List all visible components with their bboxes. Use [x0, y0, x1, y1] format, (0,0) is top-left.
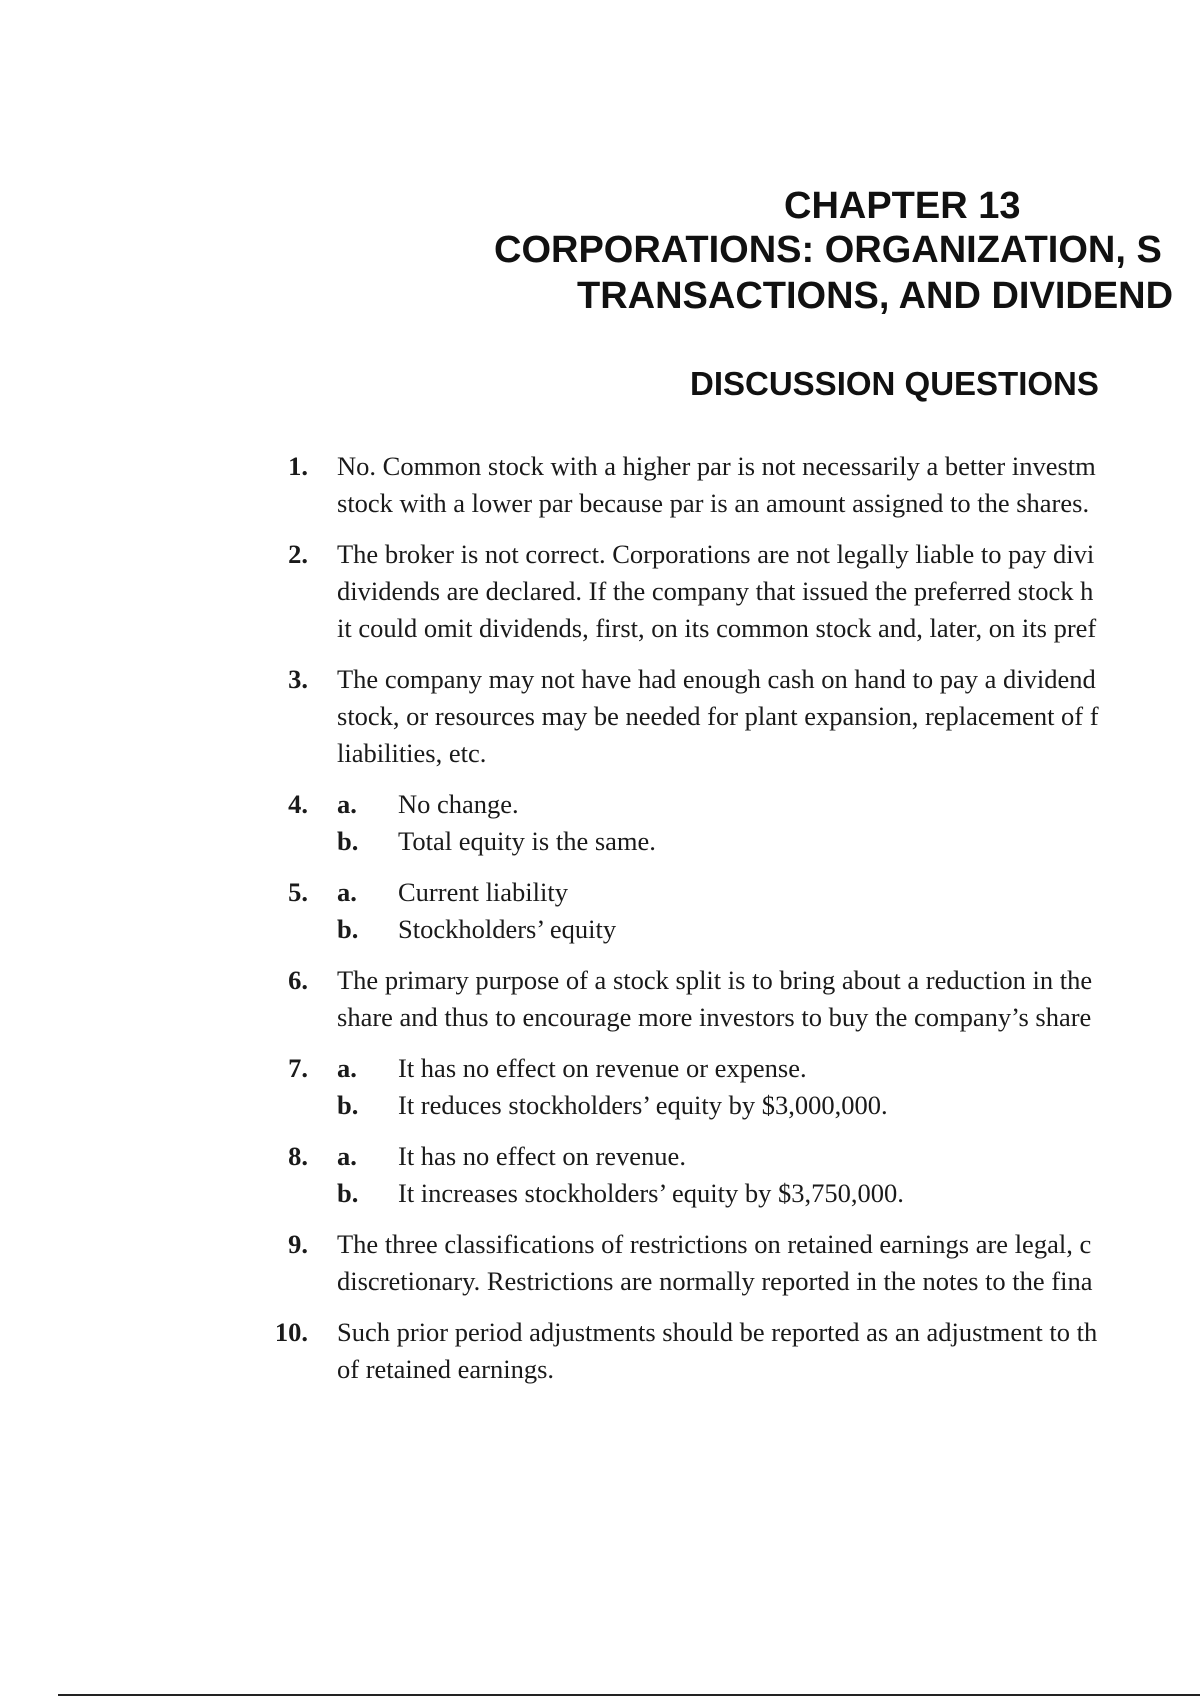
section-heading: DISCUSSION QUESTIONS — [690, 365, 1099, 402]
answer-line: stock with a lower par because par is an amount assigned to the shares. — [337, 488, 1090, 518]
question-answer — [337, 1226, 1200, 1300]
question-answer — [337, 1138, 1200, 1212]
chapter-subtitle-line-1: CORPORATIONS: ORGANIZATION, S — [494, 229, 1162, 271]
question-answer — [337, 536, 1200, 647]
sub-letter: a. — [337, 1053, 357, 1083]
answer-line: The primary purpose of a stock split is to bring about a reduction in the — [337, 965, 1093, 995]
question-item-4 — [0, 786, 1200, 860]
answer-line: it could omit dividends, first, on its common stock and, later, on its pref — [337, 613, 1097, 643]
question-item-9 — [0, 1226, 1200, 1300]
question-number: 5. — [288, 877, 308, 907]
answer-line: of retained earnings. — [337, 1354, 555, 1384]
answer-line: liabilities, etc. — [337, 738, 487, 768]
question-number: 1. — [288, 451, 308, 481]
answer-line: The broker is not correct. Corporations are not legally liable to pay divi — [337, 539, 1095, 569]
question-number: 10. — [274, 1317, 308, 1347]
sub-answer-b — [337, 1175, 1200, 1212]
sub-letter: b. — [337, 826, 359, 856]
answer-line: discretionary. Restrictions are normally reported in the notes to the fina — [337, 1266, 1093, 1296]
footer-rule — [58, 1694, 1200, 1696]
question-item-6 — [0, 962, 1200, 1036]
answer-line: dividends are declared. If the company that issued the preferred stock h — [337, 576, 1094, 606]
sub-answer-a — [337, 874, 1200, 911]
question-number: 2. — [288, 539, 308, 569]
chapter-title: CHAPTER 13 — [784, 185, 1021, 227]
question-answer — [337, 874, 1200, 948]
sub-text: It has no effect on revenue. — [398, 1141, 686, 1171]
sub-answer-b — [337, 1087, 1200, 1124]
sub-letter: a. — [337, 1141, 357, 1171]
sub-text: It reduces stockholders’ equity by $3,000,000. — [398, 1090, 888, 1120]
chapter-subtitle-line-2: TRANSACTIONS, AND DIVIDEND — [577, 275, 1174, 317]
question-item-10 — [0, 1314, 1200, 1388]
sub-letter: b. — [337, 1178, 359, 1208]
sub-answer-b — [337, 823, 1200, 860]
question-answer — [337, 1050, 1200, 1124]
question-answer — [337, 786, 1200, 860]
question-item-2 — [0, 536, 1200, 647]
sub-text: Stockholders’ equity — [398, 914, 617, 944]
question-item-5 — [0, 874, 1200, 948]
sub-text: Total equity is the same. — [398, 826, 656, 856]
question-item-7 — [0, 1050, 1200, 1124]
sub-answer-a — [337, 786, 1200, 823]
sub-text: It has no effect on revenue or expense. — [398, 1053, 807, 1083]
sub-letter: b. — [337, 914, 359, 944]
answer-line: No. Common stock with a higher par is not necessarily a better investm — [337, 451, 1096, 481]
sub-letter: a. — [337, 877, 357, 907]
answer-line: Such prior period adjustments should be reported as an adjustment to th — [337, 1317, 1098, 1347]
sub-answer-b — [337, 911, 1200, 948]
answer-line: share and thus to encourage more investors to buy the company’s share — [337, 1002, 1092, 1032]
question-item-8 — [0, 1138, 1200, 1212]
sub-answer-a — [337, 1050, 1200, 1087]
sub-letter: a. — [337, 789, 357, 819]
answer-line: stock, or resources may be needed for plant expansion, replacement of f — [337, 701, 1099, 731]
answer-line: The company may not have had enough cash on hand to pay a dividend — [337, 664, 1096, 694]
question-answer — [337, 962, 1200, 1036]
sub-text: Current liability — [398, 877, 569, 907]
discussion-questions-list — [0, 448, 1200, 1402]
question-answer — [337, 448, 1200, 522]
question-item-3 — [0, 661, 1200, 772]
sub-text: It increases stockholders’ equity by $3,750,000. — [398, 1178, 904, 1208]
question-answer — [337, 661, 1200, 772]
question-answer — [337, 1314, 1200, 1388]
question-number: 7. — [288, 1053, 308, 1083]
answer-line: The three classifications of restrictions on retained earnings are legal, c — [337, 1229, 1092, 1259]
question-item-1 — [0, 448, 1200, 522]
question-number: 9. — [288, 1229, 308, 1259]
question-number: 4. — [288, 789, 308, 819]
sub-text: No change. — [398, 789, 519, 819]
question-number: 3. — [288, 664, 308, 694]
question-number: 6. — [288, 965, 308, 995]
sub-answer-a — [337, 1138, 1200, 1175]
sub-letter: b. — [337, 1090, 359, 1120]
question-number: 8. — [288, 1141, 308, 1171]
